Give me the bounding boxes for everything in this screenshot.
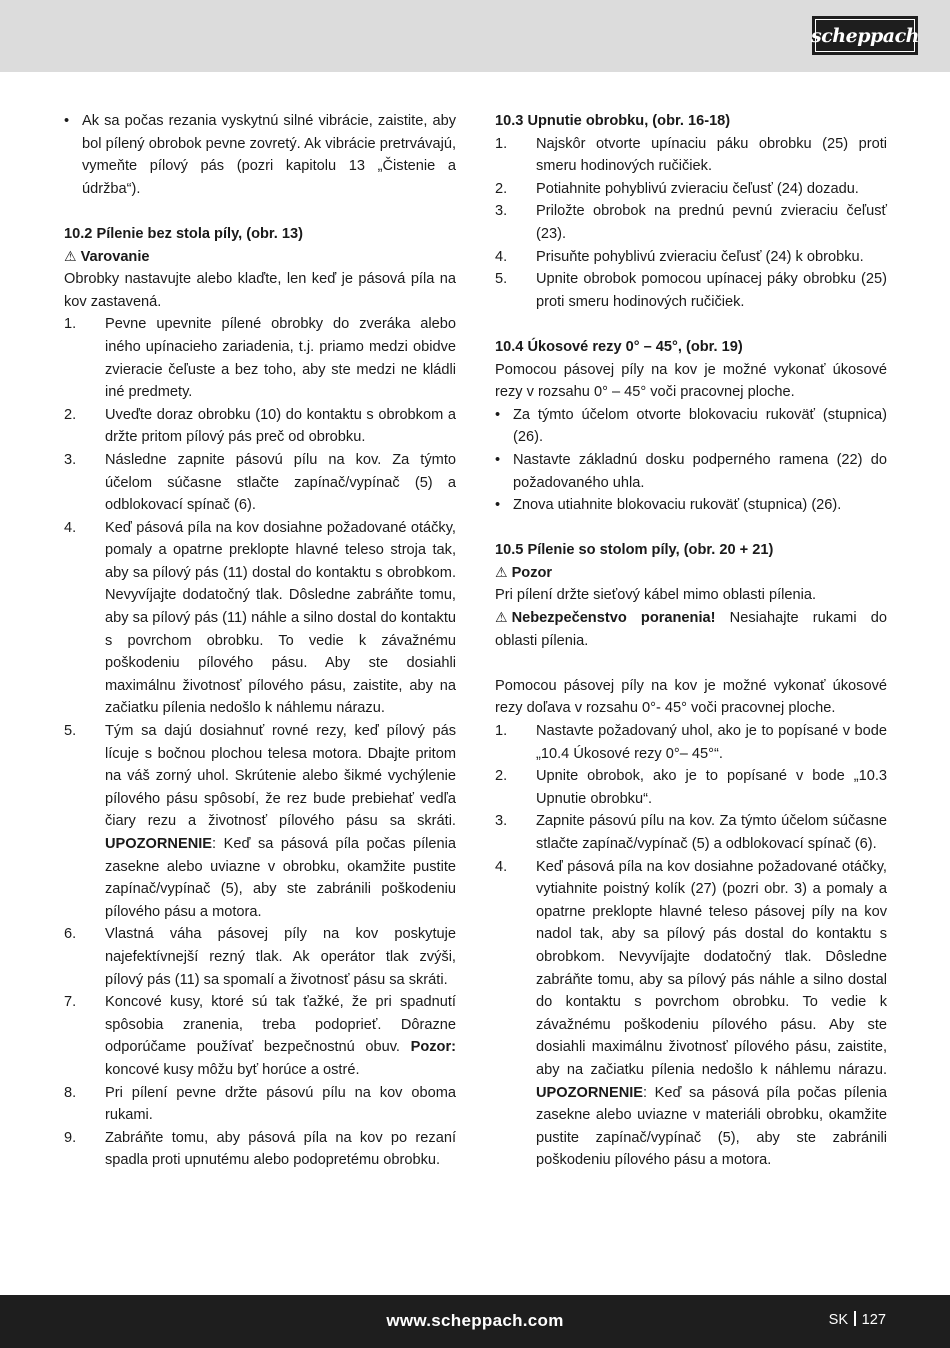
item-number: 4. [495, 248, 508, 265]
bullet-text: Nastavte základnú dosku podperného ramena (22) do požadovaného uhla. [513, 451, 887, 491]
item-text: Pevne upevnite pílené obrobky do zveráka alebo iného upínacieho zariadenia, t.j. priamo medzi obidve zvieracie čeľuste a bez toho, aby ste medzi ne kládli iné predmety. [105, 316, 456, 401]
item-text-part: koncové kusy môžu byť horúce a ostré. [105, 1061, 360, 1078]
list-item [495, 200, 887, 245]
item-number: 1. [495, 723, 508, 740]
warning-heading [64, 246, 456, 269]
item-text: Uveďte doraz obrobku (10) do kontaktu s obrobkom a držte pritom pílový pás preč od obrobku. [105, 406, 456, 446]
list-item [495, 178, 887, 201]
item-number: 2. [64, 406, 77, 423]
bullet-text: Za týmto účelom otvorte blokovaciu rukoväť (stupnica) (26). [513, 406, 887, 446]
list-item [64, 449, 456, 517]
list-item [495, 133, 887, 178]
caution-label: Pozor [511, 564, 553, 581]
list-item [64, 313, 456, 403]
list-item [495, 856, 887, 1172]
item-number: 2. [495, 768, 508, 785]
item-text: Pri pílení pevne držte pásovú pílu na kov oboma rukami. [105, 1084, 456, 1124]
section-heading: 10.4 Úkosové rezy 0° – 45°, (obr. 19) [495, 338, 743, 355]
item-number: 6. [64, 926, 77, 943]
danger-paragraph [495, 607, 887, 652]
footer-url: www.scheppach.com [386, 1311, 564, 1330]
bullet-marker: • [64, 113, 70, 129]
list-item [64, 517, 456, 720]
bullet-text: Znova utiahnite blokovaciu rukoväť (stupnica) (26). [513, 497, 842, 514]
item-number: 3. [495, 203, 508, 220]
emphasis: Pozor: [410, 1039, 456, 1056]
brand-logo-text: scheppach [815, 19, 915, 52]
item-number: 4. [495, 858, 508, 875]
paragraph: Pri pílení držte sieťový kábel mimo oblasti pílenia. [495, 587, 817, 604]
item-number: 3. [64, 451, 77, 468]
brand-logo [812, 16, 918, 55]
warning-triangle-icon: ⚠ [64, 248, 77, 265]
section-heading: 10.5 Pílenie so stolom píly, (obr. 20 + 21) [495, 542, 774, 559]
list-item [64, 1082, 456, 1127]
item-text: Prisuňte pohyblivú zvieraciu čeľusť (24) k obrobku. [536, 248, 864, 265]
item-number: 3. [495, 813, 508, 830]
emphasis: UPOZORNENIE [536, 1084, 644, 1101]
paragraph: Obrobky nastavujte alebo klaďte, len keď je pásová píla na kov zastavená. [64, 271, 456, 310]
item-text: Keď pásová píla na kov dosiahne požadované otáčky, pomaly a opatrne preklopte hlavné teleso stroja tak, aby sa pílový pás (11) dostal do kontaktu s obrobkom. Nevyvíjajte dodatočný tlak. Dôsledne zabráňte tomu, aby sa pílový pás (11) náhle a silno dostal do kontaktu s povrchom obrobku. To vedie k závažnému poškodeniu pílového pásu. Aby ste dosiahli maximálnu životnosť pílového pásu, zaistite, aby na začiatku pílenia nedošlo k náhlemu nárazu. [105, 519, 456, 717]
danger-label: Nebezpečenstvo poranenia! [511, 610, 716, 627]
danger-text: Nesiahajte rukami do oblasti pílenia. [495, 610, 887, 649]
list-item [495, 494, 887, 517]
paragraph: Pomocou pásovej píly na kov je možné vykonať úkosové rezy doľava v rozsahu 0°- 45° voči pracovnej ploche. [495, 677, 887, 717]
list-item [495, 720, 887, 765]
footer-bar [0, 1295, 950, 1348]
bullet-marker: • [495, 451, 501, 468]
item-text-part: Koncové kusy, ktoré sú tak ťažké, že pri spadnutí spôsobia zranenia, treba podoprieť. Dôrazne odporúčame používať bezpečnostnú obuv. [105, 994, 456, 1056]
item-text: Vlastná váha pásovej píly na kov poskytuje najefektívnejší rezný tlak. Ak operátor tlak zvýši, pílový pás (11) sa spomalí a životnosť pásu sa skráti. [105, 926, 456, 988]
right-column [495, 110, 887, 1172]
warning-triangle-icon: ⚠ [495, 610, 508, 627]
item-number: 4. [64, 519, 77, 536]
warning-triangle-icon: ⚠ [495, 564, 508, 581]
section-heading: 10.2 Pílenie bez stola píly, (obr. 13) [64, 225, 303, 242]
page-separator [854, 1311, 856, 1326]
item-text-part: : Keď sa pásová píla počas pílenia zasekne alebo uviazne v obrobku, okamžite pustite zapínač/vypínač (5), aby ste zabránili poškodeniu pílového pásu a motora. [105, 836, 456, 920]
emphasis: UPOZORNENIE [105, 836, 213, 852]
item-number: 1. [64, 316, 77, 333]
section-heading: 10.3 Upnutie obrobku, (obr. 16-18) [495, 113, 731, 129]
item-text: Zabráňte tomu, aby pásová píla na kov po rezaní spadla proti upnutému alebo podopretému obrobku. [105, 1129, 456, 1169]
item-text: Nastavte požadovaný uhol, ako je to popísané v bode „10.4 Úkosové rezy 0°– 45°“. [536, 723, 887, 762]
item-number: 1. [495, 135, 508, 152]
item-text [105, 991, 456, 1081]
list-item [495, 449, 887, 494]
item-number: 2. [495, 180, 508, 197]
item-text: Najskôr otvorte upínaciu páku obrobku (25) proti smeru hodinových ručičiek. [536, 135, 887, 175]
list-item [495, 765, 887, 810]
item-text: Následne zapnite pásovú pílu na kov. Za týmto účelom súčasne stlačte zapínač/vypínač (5) a odblokovací spínač (6). [105, 451, 456, 514]
list-item [64, 720, 456, 923]
list-item [495, 268, 887, 313]
list-item [495, 246, 887, 269]
header-bar [0, 0, 950, 72]
item-text [105, 720, 456, 923]
list-item [64, 923, 456, 991]
list-item [495, 810, 887, 855]
page-info [829, 1311, 886, 1328]
bullet-text: Ak sa počas rezania vyskytnú silné vibrácie, zaistite, aby bol pílený obrobok pevne zovretý. Ak vibrácie pretrvávajú, vymeňte pílový pás (pozri kapitolu 13 „Čistenie a údržba“). [82, 113, 456, 197]
caution-heading [495, 562, 887, 585]
item-text-part: : Keď sa pásová píla počas pílenia zasekne alebo uviazne v materiáli obrobku, okamžite pustite zapínač/vypínač (5), aby ste zabránili poškodeniu pílového pásu a motora. [536, 1084, 887, 1169]
item-text: Zapnite pásovú pílu na kov. Za týmto účelom súčasne stlačte zapínač/vypínač (5) a odblokovací spínač (6). [536, 813, 887, 852]
bullet-marker: • [495, 406, 501, 423]
page-number: 127 [861, 1312, 886, 1328]
item-number: 5. [495, 271, 508, 288]
warning-label: Varovanie [80, 248, 150, 265]
item-number: 8. [64, 1084, 77, 1101]
item-text [536, 856, 887, 1172]
item-text: Priložte obrobok na prednú pevnú zvieraciu čeľusť (23). [536, 203, 887, 242]
item-text: Potiahnite pohyblivú zvieraciu čeľusť (24) dozadu. [536, 180, 859, 197]
list-item [64, 404, 456, 449]
item-number: 9. [64, 1129, 77, 1146]
item-number: 7. [64, 994, 77, 1011]
item-text-part: Keď pásová píla na kov dosiahne požadované otáčky, vytiahnite poistný kolík (27) (pozri obr. 3) a pomaly a opatrne preklopte hlavné teleso pásovej píly na kov nadol tak, aby sa pílový pás dostal do kontaktu s obrobkom. Nevyvíjajte dodatočný tlak. Dôsledne zabráňte tomu, aby sa pílový pás náhle a silno dostal do kontaktu s povrchom obrobku. To vedie k závažnému poškodeniu pílového pásu. Aby ste dosiahli maximálnu životnosť pílového pásu, zaistite, aby na začiatku pílenia nedošlo k náhlemu nárazu. [536, 858, 887, 1078]
item-number: 5. [64, 723, 77, 740]
paragraph: Pomocou pásovej píly na kov je možné vykonať úkosové rezy v rozsahu 0° – 45° voči pracovnej ploche. [495, 361, 887, 401]
list-item [64, 1127, 456, 1172]
list-item [64, 110, 456, 200]
item-text: Upnite obrobok pomocou upínacej páky obrobku (25) proti smeru hodinových ručičiek. [536, 271, 887, 310]
item-text-part: Tým sa dajú dosiahnuť rovné rezy, keď pílový pás lícuje s bočnou plochou telesa motora. Dbajte pritom na váš zorný uhol. Skrútenie alebo šikmé vychýlenie pílového pásu spôsobí, že rez bude prebiehať vedľa čiary rezu a životnosť pílového pásu sa skráti. [105, 723, 456, 830]
language-code: SK [828, 1312, 849, 1328]
bullet-marker: • [495, 497, 501, 514]
list-item [495, 404, 887, 449]
list-item [64, 991, 456, 1081]
left-column [64, 110, 456, 1172]
item-text: Upnite obrobok, ako je to popísané v bode „10.3 Upnutie obrobku“. [536, 768, 887, 807]
